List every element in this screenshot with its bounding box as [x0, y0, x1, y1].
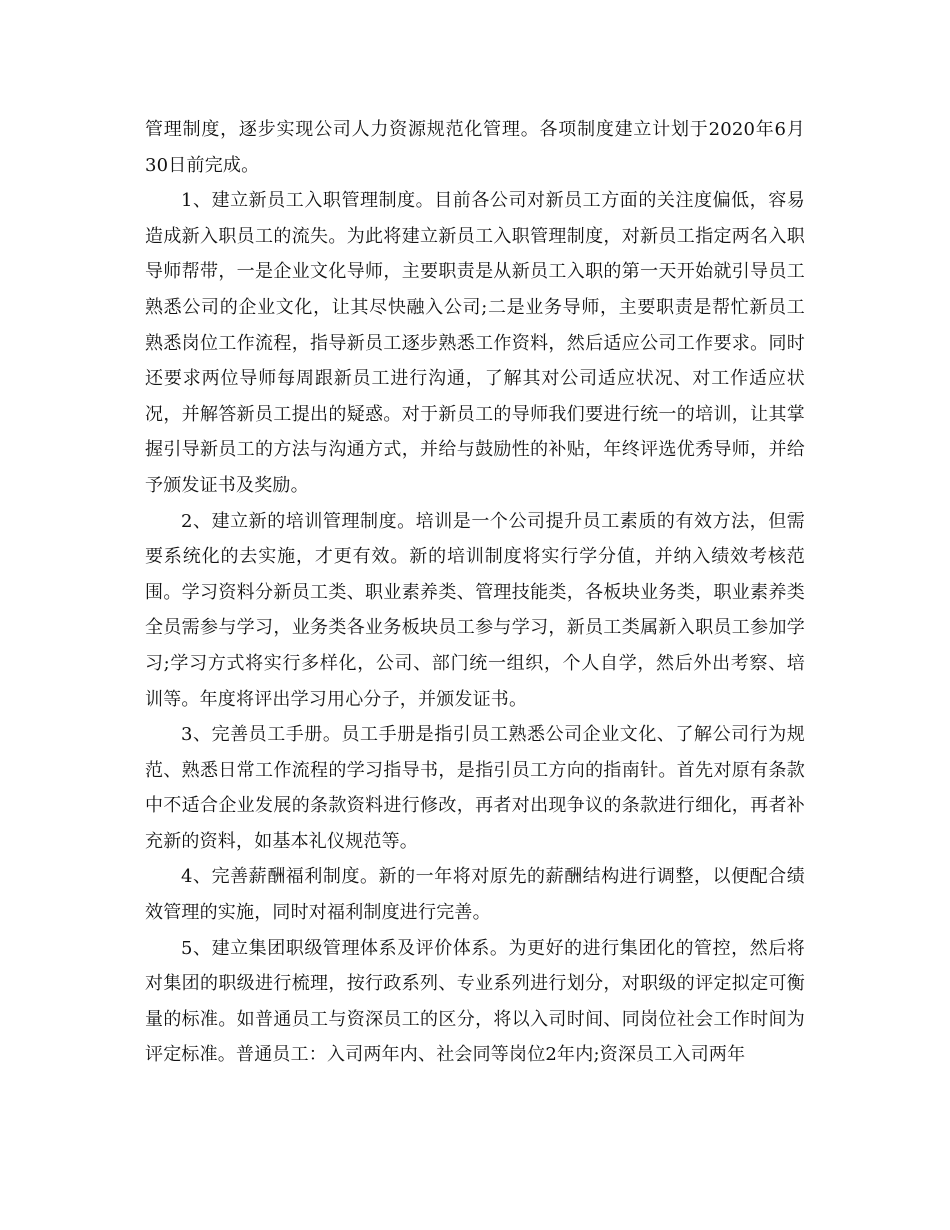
document-body — [145, 112, 805, 1073]
paragraph-continuation: 管理制度，逐步实现公司人力资源规范化管理。各项制度建立计划于2020年6月30日前完成。 — [145, 119, 805, 176]
paragraph-item-5: 5、建立集团职级管理体系及评价体系。为更好的进行集团化的管控，然后将对集团的职级进行梳理，按行政系列、专业系列进行划分，对职级的评定拟定可衡量的标准。如普通员工与资深员工的区分，将以入司时间、同岗位社会工作时间为评定标准。普通员工：入司两年内、社会同等岗位2年内;资深员工入司两年 — [145, 937, 805, 1066]
paragraph-item-2: 2、建立新的培训管理制度。培训是一个公司提升员工素质的有效方法，但需要系统化的去实施，才更有效。新的培训制度将实行学分值，并纳入绩效考核范围。学习资料分新员工类、职业素养类、管理技能类，各板块业务类，职业素养类全员需参与学习，业务类各业务板块员工参与学习，新员工类属新入职员工参加学习;学习方式将实行多样化，公司、部门统一组织，个人自学，然后外出考察、培训等。年度将评出学习用心分子，并颁发证书。 — [145, 510, 805, 710]
paragraph-item-1: 1、建立新员工入职管理制度。目前各公司对新员工方面的关注度偏低，容易造成新入职员工的流失。为此将建立新员工入职管理制度，对新员工指定两名入职导师帮带，一是企业文化导师，主要职责是从新员工入职的第一天开始就引导员工熟悉公司的企业文化，让其尽快融入公司;二是业务导师，主要职责是帮忙新员工熟悉岗位工作流程，指导新员工逐步熟悉工作资料，然后适应公司工作要求。同时还要求两位导师每周跟新员工进行沟通，了解其对公司适应状况、对工作适应状况，并解答新员工提出的疑惑。对于新员工的导师我们要进行统一的培训，让其掌握引导新员工的方法与沟通方式，并给与鼓励性的补贴，年终评选优秀导师，并给予颁发证书及奖励。 — [145, 190, 805, 496]
paragraph-item-4: 4、完善薪酬福利制度。新的一年将对原先的薪酬结构进行调整，以便配合绩效管理的实施，同时对福利制度进行完善。 — [145, 866, 805, 924]
paragraph-item-3: 3、完善员工手册。员工手册是指引员工熟悉公司企业文化、了解公司行为规范、熟悉日常工作流程的学习指导书，是指引员工方向的指南针。首先对原有条款中不适合企业发展的条款资料进行修改，再者对出现争议的条款进行细化，再者补充新的资料，如基本礼仪规范等。 — [145, 724, 805, 852]
